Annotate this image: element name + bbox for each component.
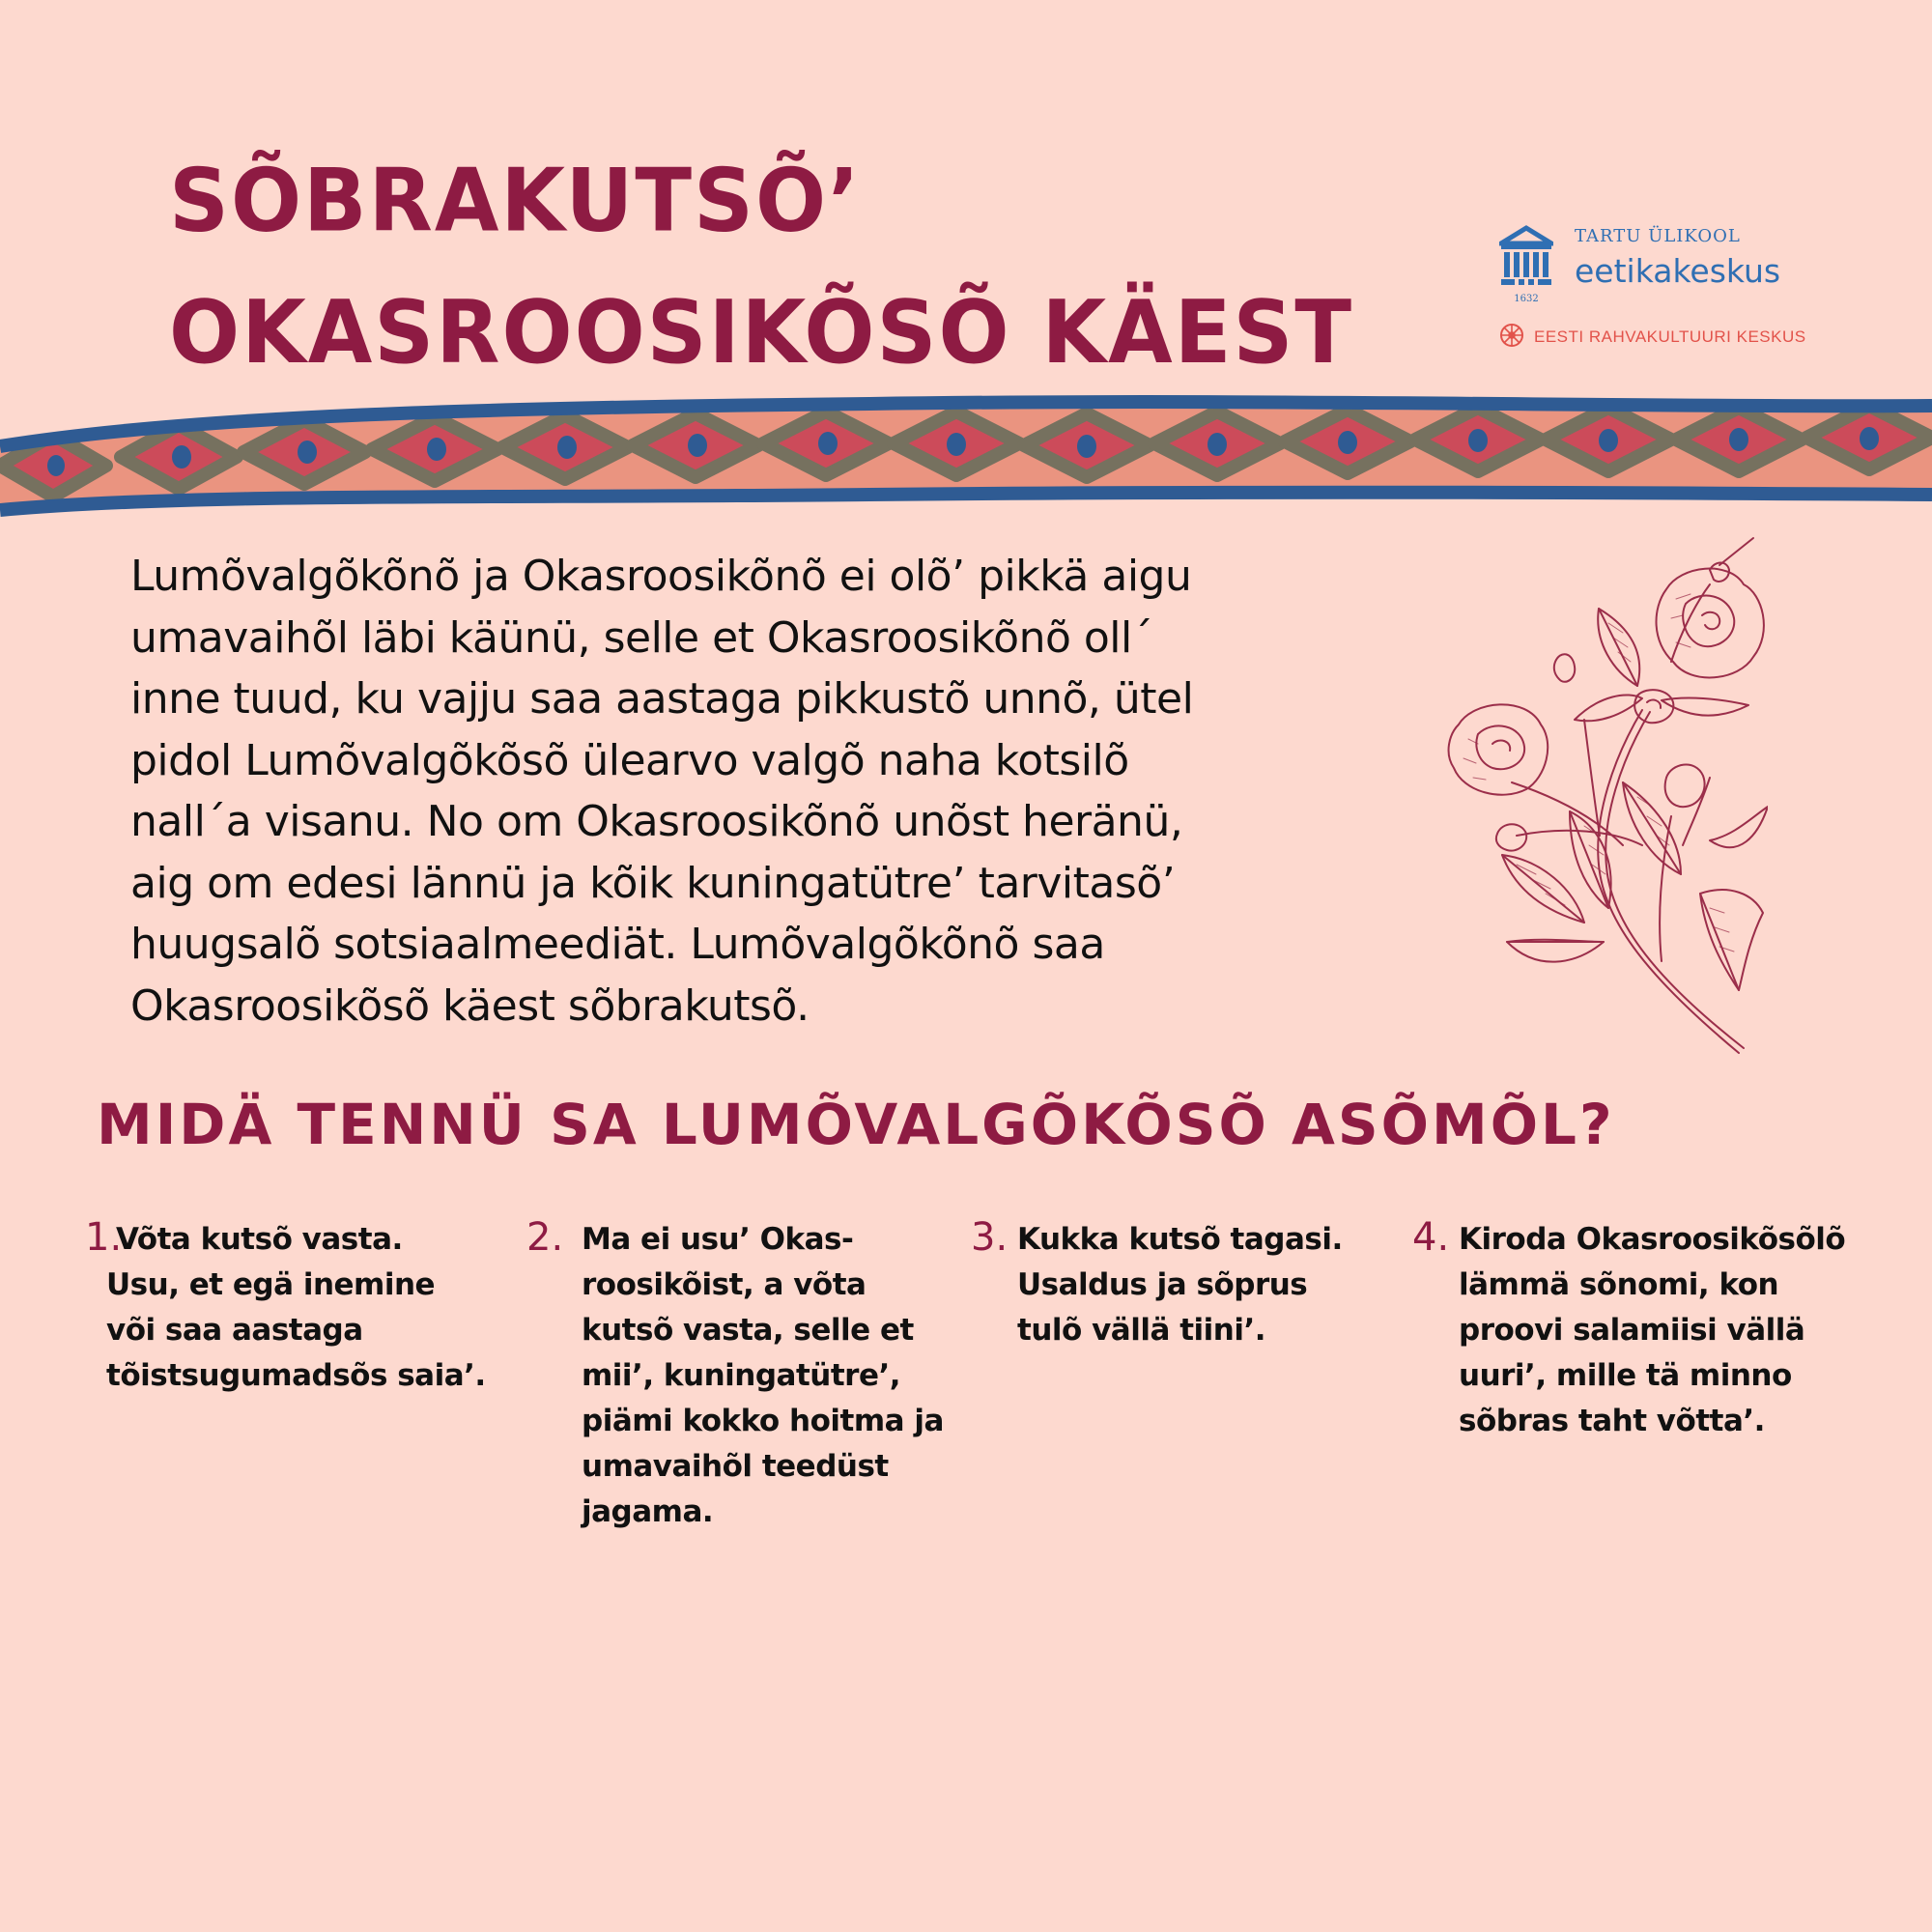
- option-text: Võta kutsõ vasta. Usu, et egä inemine või saa aastaga tõistsugumadsõs saia’.: [106, 1222, 486, 1393]
- intro-line: umavaihõl läbi käünü, selle et Okasroosikõnõ oll´: [130, 612, 1153, 663]
- logos: [1499, 224, 1818, 352]
- intro-line: nall´a visanu. No om Okasroosikõnõ unõst heränü,: [130, 797, 1183, 846]
- option-number: 4.: [1412, 1215, 1450, 1260]
- page-title: [169, 135, 1353, 399]
- university-name: TARTU ÜLIKOOL: [1575, 226, 1741, 246]
- svg-text:1632: 1632: [1514, 294, 1539, 304]
- option-text: Kukka kutsõ tagasi. Usaldus ja sõprus tulõ vällä tiini’.: [1017, 1222, 1343, 1348]
- option-text: Kiroda Okasroosikõsõlõ lämmä sõnomi, kon proovi salamiisi vällä uuri’, mille tä minno sõbras taht võtta’.: [1459, 1222, 1846, 1438]
- option-number: 1.: [85, 1215, 123, 1260]
- intro-line: inne tuud, ku vajju saa aastaga pikkustõ unnõ, ütel: [130, 674, 1194, 724]
- intro-line: Okasroosikõsõ käest sõbrakutsõ.: [130, 980, 810, 1031]
- option-2: [526, 1217, 944, 1535]
- option-number: 2.: [526, 1215, 564, 1260]
- intro-line: huugsalõ sotsiaalmeediät. Lumõvalgõkõnõ saa: [130, 920, 1105, 969]
- rose-illustration: [1420, 526, 1768, 1077]
- intro-line: aig om edesi lännü ja kõik kuningatütre’ tarvitasõ’: [130, 858, 1176, 908]
- option-4: [1412, 1217, 1845, 1444]
- option-text: Ma ei usu’ Okas- roosikõist, a võta kutsõ vasta, selle et mii’, kuningatütre’, piämi kokko hoitma ja umavaihõl teedüst jagama.: [582, 1222, 944, 1529]
- title-line-1: SÕBRAKUTSÕ’: [169, 150, 862, 252]
- intro-line: Lumõvalgõkõnõ ja Okasroosikõnõ ei olõ’ pikkä aigu: [130, 552, 1192, 601]
- university-unit: eetikakeskus: [1575, 252, 1781, 290]
- decorative-band: [0, 386, 1932, 531]
- option-number: 3.: [971, 1215, 1009, 1260]
- intro-line: pidol Lumõvalgõkõsõ ülearvo valgõ naha kotsilõ: [130, 735, 1129, 785]
- intro-paragraph: [130, 546, 1386, 1037]
- university-building-icon: [1499, 224, 1553, 305]
- title-line-2: OKASROOSIKÕSÕ KÄEST: [169, 282, 1354, 384]
- folk-culture-centre-logo: [1499, 323, 1818, 352]
- folk-culture-centre-name: EESTI RAHVAKULTUURI KESKUS: [1534, 327, 1806, 346]
- folk-wheel-icon: [1499, 323, 1524, 352]
- option-1: [85, 1217, 486, 1399]
- tartu-university-logo: [1499, 224, 1818, 305]
- option-3: [971, 1217, 1343, 1353]
- question-heading: MIDÄ TENNÜ SA LUMÕVALGÕKÕSÕ ASÕMÕL?: [97, 1092, 1615, 1157]
